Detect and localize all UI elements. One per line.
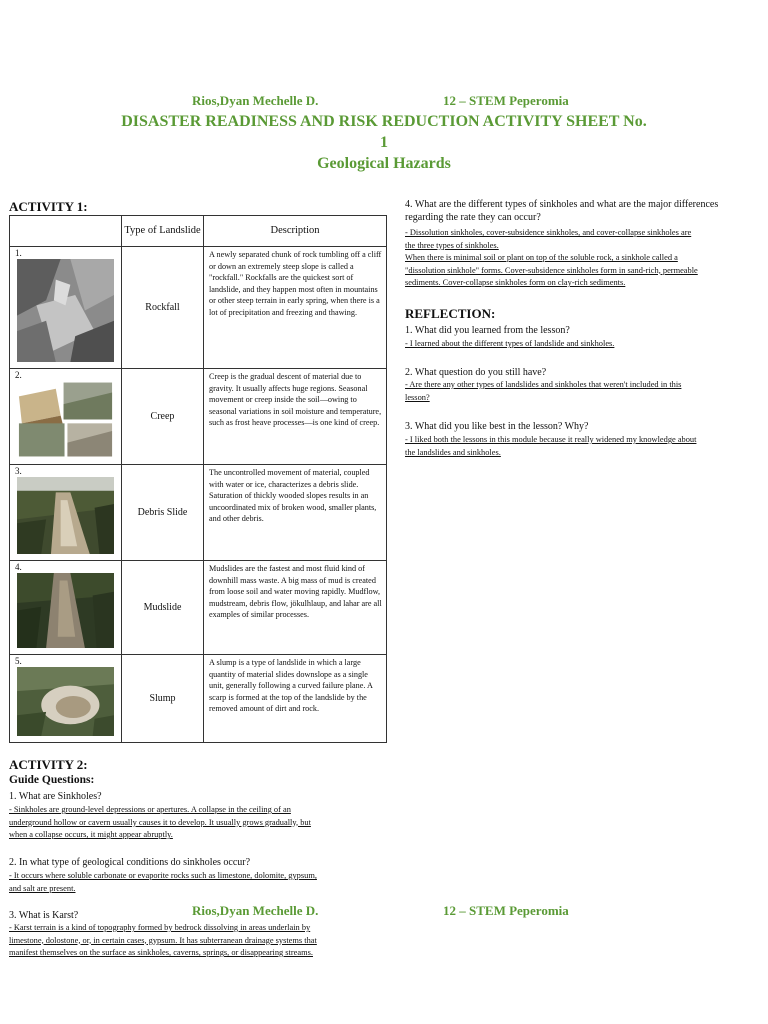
answer-line: - Are there any other types of landslides and sinkholes that weren't included in this (405, 380, 682, 389)
landslide-description: A slump is a type of landslide in which a large quantity of material slides downslope as a single unit, generally following a curved failure plane. A scarp is formed at the top of the landslide by the removed amount of dirt and rock. (204, 655, 387, 743)
document-subtitle: Geological Hazards (317, 155, 451, 172)
table-row (10, 655, 387, 743)
answer-line: and salt are present. (9, 883, 76, 893)
answer-line: - I liked both the lessons in this module because it really widened my knowledge about (405, 435, 697, 444)
reflection-answer-1 (405, 338, 614, 351)
reflection-answer-2 (405, 379, 681, 404)
footer-student-name: Rios,Dyan Mechelle D. (192, 903, 319, 918)
mudslide-photo (17, 573, 114, 648)
question-4 (405, 198, 763, 224)
answer-line: when a collapse occurs, it might appear abruptly. (9, 830, 173, 839)
question-line: regarding the rate they can occur? (405, 212, 541, 223)
row-number: 4. (15, 562, 22, 572)
row-image-cell (10, 655, 122, 743)
col-header-description: Description (204, 216, 387, 247)
landslide-description: The uncontrolled movement of material, coupled with water or ice, characterizes a debris slide. Saturation of thickly wooded slopes results in an uncoordinated mix of broken wood, smaller plants, and other debris. (204, 465, 387, 561)
row-image-cell (10, 561, 122, 655)
creep-photo (17, 381, 114, 458)
table-row (10, 247, 387, 369)
question-2: 2. In what type of geological conditions do sinkholes occur? (9, 857, 251, 868)
landslide-type: Mudslide (122, 561, 204, 655)
guide-questions-heading: Guide Questions: (9, 774, 95, 786)
row-image-cell (10, 369, 122, 465)
row-image-cell (10, 465, 122, 561)
answer-line: - Sinkholes are ground-level depressions or apertures. A collapse in the ceiling of an (9, 805, 291, 814)
answer-line: limestone, dolostone, or, in certain cases, gypsum. It has subterranean drainage systems that (9, 935, 317, 945)
answer-line: - Dissolution sinkholes, cover-subsidence sinkholes, and cover-collapse sinkholes are (405, 228, 692, 237)
landslide-type: Debris Slide (122, 465, 204, 561)
document-title-number: 1 (380, 134, 388, 151)
footer-student-section: 12 – STEM Peperomia (443, 903, 569, 918)
rockfall-photo (17, 259, 114, 362)
answer-line: - I learned about the different types of landslide and sinkholes. (405, 339, 615, 348)
activity2-heading: ACTIVITY 2: (9, 757, 88, 772)
answer-4 (405, 227, 698, 290)
answer-line: lesson? (405, 392, 430, 402)
row-number: 3. (15, 466, 22, 476)
table-row (10, 369, 387, 465)
answer-line: underground hollow or cavern usually causes it to develop. It usually grows gradually, but (9, 817, 311, 827)
landslide-type: Rockfall (122, 247, 204, 369)
table-header-row (10, 216, 387, 247)
table-row (10, 561, 387, 655)
answer-line: When there is minimal soil or plant on top of the soluble rock, a sinkhole called a (405, 253, 678, 262)
landslide-description: Creep is the gradual descent of material due to gravity. It usually affects huge regions. Seasonal movement or creep inside the soil—owing to seasonal variations in soil moisture and temperature, such as frost heave processes—is one kind of creep. (204, 369, 387, 465)
answer-line: the landslides and sinkholes. (405, 447, 501, 457)
slump-photo (17, 667, 114, 736)
reflection-question-1: 1. What did you learned from the lesson? (405, 325, 570, 336)
col-header-type: Type of Landslide (122, 216, 204, 247)
landslide-type: Slump (122, 655, 204, 743)
answer-line: sediments. Cover-collapse sinkholes form on clay-rich sediments. (405, 278, 626, 287)
answer-2 (9, 870, 317, 895)
landslide-description: Mudslides are the fastest and most fluid kind of downhill mass waste. A big mass of mud is created from loose soil and water moving rapidly. Mudflow, mudstream, debris flow, jökulhlaup, and lahar are all examples of similar processes. (204, 561, 387, 655)
reflection-question-3: 3. What did you like best in the lesson? Why? (405, 421, 589, 432)
reflection-heading: REFLECTION: (405, 306, 496, 321)
landslide-table (9, 215, 387, 743)
student-name: Rios,Dyan Mechelle D. (192, 93, 319, 108)
row-image-cell (10, 247, 122, 369)
row-number: 1. (15, 248, 22, 258)
row-number: 5. (15, 656, 22, 666)
answer-line: "dissolution sinkhole" forms. Cover-subsidence sinkholes form in sand-rich, permeable (405, 265, 698, 275)
answer-line: - It occurs where soluble carbonate or evaporite rocks such as limestone, dolomite, gypsum, (9, 871, 317, 880)
document-title: DISASTER READINESS AND RISK REDUCTION ACTIVITY SHEET No. (121, 113, 647, 130)
row-number: 2. (15, 370, 22, 380)
table-row (10, 465, 387, 561)
landslide-type: Creep (122, 369, 204, 465)
question-line: 4. What are the different types of sinkholes and what are the major differences (405, 199, 719, 210)
answer-line: - Karst terrain is a kind of topography formed by bedrock dissolving in areas underlain by (9, 923, 311, 932)
reflection-question-2: 2. What question do you still have? (405, 367, 547, 378)
question-3: 3. What is Karst? (9, 910, 79, 921)
answer-1 (9, 804, 311, 842)
answer-line: the three types of sinkholes. (405, 240, 499, 250)
student-section: 12 – STEM Peperomia (443, 93, 569, 108)
answer-line: manifest themselves on the surface as sinkholes, caverns, springs, or disappearing streams. (9, 948, 313, 957)
debris-slide-photo (17, 477, 114, 554)
col-header-image (10, 216, 122, 247)
landslide-description: A newly separated chunk of rock tumbling off a cliff or down an extremely steep slope is called a "rockfall." Rockfalls are the quickest sort of landslide, and they happen most often in mountains or other steep terrain in early spring, when there is a lot of precipitation and freezing and thawing. (204, 247, 387, 369)
activity1-heading: ACTIVITY 1: (9, 199, 88, 214)
question-1: 1. What are Sinkholes? (9, 791, 102, 802)
answer-3 (9, 922, 317, 960)
reflection-answer-3 (405, 434, 696, 459)
